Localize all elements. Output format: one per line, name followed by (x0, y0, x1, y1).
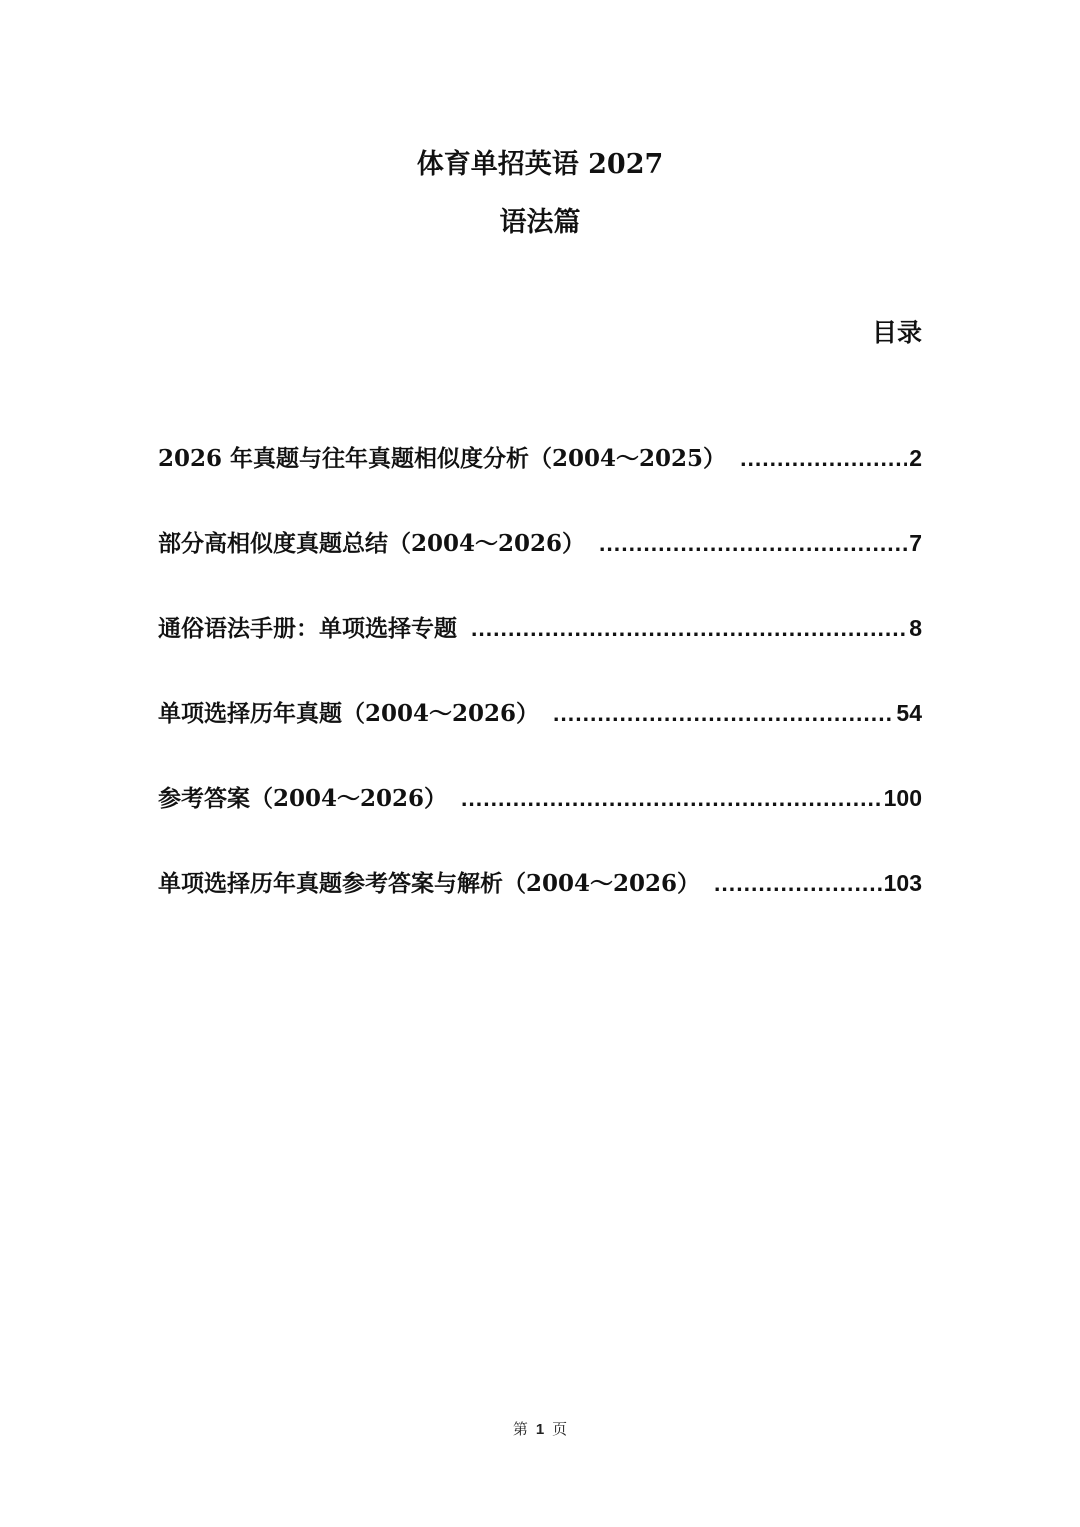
footer-suffix: 页 (552, 1420, 568, 1438)
footer-page-number: 1 (535, 1421, 545, 1438)
toc-entry[interactable] (158, 865, 922, 950)
toc-entry-title: 通俗语法手册：单项选择专题 (158, 615, 457, 642)
toc-entry-page: 100 (883, 785, 922, 811)
toc-leader-dots (599, 530, 907, 557)
toc-entry-page: 8 (909, 615, 922, 641)
toc-entry-page: 54 (896, 700, 922, 726)
toc-heading: 目录 (871, 318, 922, 347)
toc-leader-dots (553, 700, 894, 727)
footer-prefix: 第 (512, 1420, 528, 1438)
toc-entry-page: 7 (909, 530, 922, 556)
toc-entry-title: 单项选择历年真题参考答案与解析（2004～2026） (158, 870, 701, 897)
toc-leader-dots (714, 870, 882, 897)
toc-entry-title: 部分高相似度真题总结（2004～2026） (158, 530, 586, 557)
toc-entry[interactable] (158, 610, 922, 695)
page-footer (0, 1418, 1080, 1439)
toc-entry-page: 2 (909, 445, 922, 471)
toc-entry-page: 103 (883, 870, 922, 896)
toc-entry[interactable] (158, 525, 922, 610)
toc-entry[interactable] (158, 695, 922, 780)
table-of-contents (158, 440, 922, 950)
toc-entry-title: 2026 年真题与往年真题相似度分析（2004～2025） (158, 445, 727, 472)
document-subtitle: 语法篇 (499, 207, 581, 238)
toc-leader-dots (740, 445, 907, 472)
toc-entry-title: 单项选择历年真题（2004～2026） (158, 700, 540, 727)
document-title: 体育单招英语 2027 (416, 149, 664, 180)
toc-entry[interactable] (158, 780, 922, 865)
toc-leader-dots (471, 615, 907, 642)
toc-entry[interactable] (158, 440, 922, 525)
toc-entry-title: 参考答案（2004～2026） (158, 785, 448, 812)
toc-leader-dots (461, 785, 882, 812)
